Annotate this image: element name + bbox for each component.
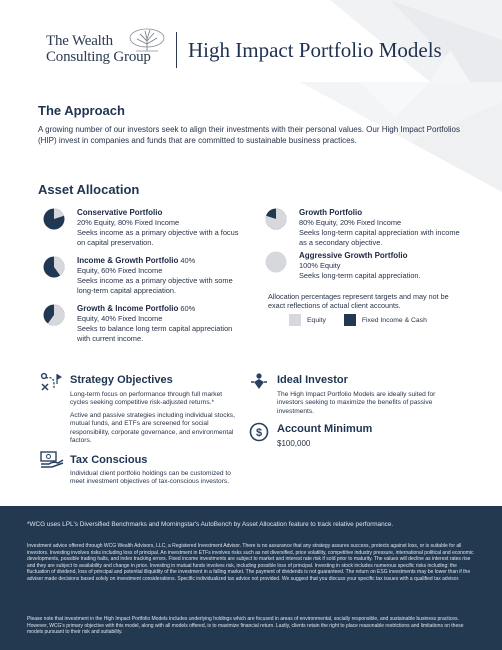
footer (0, 506, 502, 650)
approach-title: The Approach (38, 103, 125, 118)
strategy-icon (40, 372, 64, 392)
footer-note: Please note that investment in the High Impact Portfolio Models includes underlying holdings which are focused in areas of environmental, socially responsible, and sustainable business practices. However, WCG's primary objective with this model, along with all models offered, is to maximize financial return. Lastly, clients retain the right to place reasonable restrictions and limitations on these models pursuant to their risk and suitability. (27, 616, 464, 635)
portfolio-name: Growth Portfolio (299, 208, 363, 217)
portfolio-description: Seeks income as a primary objective with a focus on capital preservation. (77, 228, 239, 247)
header-divider (176, 32, 177, 68)
footer-disclosure: Investment advice offered through WCG Wealth Advisors, LLC, a Registered Investment Advisor. There is no assurance that any strategy assures success, protects against loss, or is suitable for all investors. Investing involves risks including loss of principal. An investment in ETFs involves risks such as not diversified, price volatility, competitive industry pressure, international political and economic developments, possible trading halts, and index tracking errors. Fixed income investments are subject to market and interest rate risk if sold prior to maturity. The values will decline as interest rates rise and they are subject to availability and change in price. Investing in mutual funds involves risk, including possible loss of principal. Investing in stock includes numerous specific risks including: the fluctuation of dividend, loss of principal and potential illiquidity of the investment in a falling market. The payment of dividends is not guaranteed. The return on ESG investments may be lower than if the adviser made decisions based solely on investment considerations. Specific individualized tax advice not provided. We suggest that you discuss your specific tax issues with a qualified tax advisor. (27, 543, 474, 582)
pie-icon (265, 208, 287, 230)
portfolio-split: Equity, 40% Fixed Income (77, 313, 163, 323)
pie-icon (265, 251, 287, 273)
asset-allocation-title: Asset Allocation (38, 182, 140, 197)
brand-logo (46, 34, 164, 70)
investor-icon (249, 372, 269, 390)
portfolio-split: 20% Equity, 80% Fixed Income (77, 217, 180, 227)
portfolio-description: Seeks long-term capital appreciation. (299, 271, 421, 281)
brand-line-2: Consulting Group (46, 49, 151, 65)
equity-slice (266, 252, 287, 273)
portfolio-split: 80% Equity, 20% Fixed Income (299, 217, 402, 227)
portfolio-description: Seeks to balance long term capital appreciation with current income. (77, 324, 233, 343)
portfolio-name: Aggressive Growth Portfolio (299, 251, 408, 260)
portfolio-split: 100% Equity (299, 260, 341, 270)
account-minimum-title: Account Minimum (277, 423, 373, 435)
legend-fixed-swatch (344, 314, 356, 326)
footer-asterisk-note: *WCG uses LPL's Diversified Benchmarks and Morningstar's AutoBench by Asset Allocation feature to track relative performance. (27, 521, 394, 528)
header (0, 0, 502, 82)
tax-text: Individual client portfolio holdings can be customized to meet investment objectives of tax-conscious investors. (70, 470, 231, 486)
strategy-title: Strategy Objectives (70, 374, 173, 386)
pie-icon (43, 304, 65, 326)
pie-icon (43, 208, 65, 230)
approach-text: A growing number of our investors seek to align their investments with their personal values. Our High Impact Portfolios (HIP) invest in companies and funds that are committed to sustainable business practices. (38, 125, 460, 145)
page-title: High Impact Portfolio Models (188, 38, 442, 62)
legend-fixed-label: Fixed Income & Cash (361, 316, 427, 324)
portfolio-split: Equity, 60% Fixed Income (77, 265, 163, 275)
strategy-text-2: Active and passive strategies including individual stocks, mutual funds, and ETFs are screened for social responsibility, corporate governance, and environmental factors. (70, 412, 235, 445)
strategy-text-1: Long-term focus on performance through full market cycles seeking competitive risk-adjusted returns.* (70, 391, 223, 407)
legend (289, 314, 427, 326)
brand-line-1: The Wealth (46, 33, 113, 49)
tax-title: Tax Conscious (70, 454, 148, 466)
portfolio-name: Income & Growth Portfolio (77, 256, 179, 265)
portfolio-description: Seeks long-term capital appreciation with income as a secondary objective. (299, 228, 460, 247)
svg-text:$: $ (255, 427, 263, 439)
ideal-investor-title: Ideal Investor (277, 374, 348, 386)
portfolio-description: Seeks income as a primary objective with some long-term capital appreciation. (77, 276, 233, 295)
portfolio-name: Growth & Income Portfolio (77, 304, 179, 313)
portfolio-split-inline: 60% (180, 304, 196, 313)
money-icon (40, 449, 64, 469)
dollar-icon (249, 422, 269, 442)
ideal-investor-text: The High Impact Portfolio Models are ideally suited for investors seeking to maximize the benefits of passive investments. (277, 391, 436, 415)
legend-equity-label: Equity (307, 316, 326, 324)
allocation-note: Allocation percentages represent targets and may not be exact reflections of actual client accounts. (268, 292, 449, 311)
portfolio-split-inline: 40% (180, 256, 196, 265)
account-minimum-value: $100,000 (277, 439, 311, 448)
tree-icon (128, 27, 166, 53)
legend-equity-swatch (289, 314, 301, 326)
portfolio-name: Conservative Portfolio (77, 208, 163, 217)
pie-icon (43, 256, 65, 278)
